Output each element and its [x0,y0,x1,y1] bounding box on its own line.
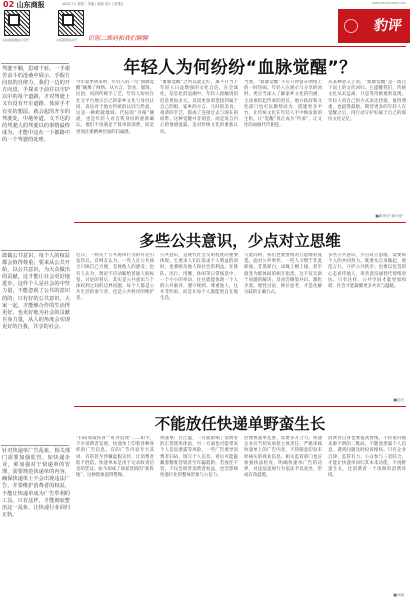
article-title-1: 年轻人为何纷纷“血脉觉醒”？ [123,58,357,78]
leopard-emblem-icon [344,19,358,33]
article1-column: 今年夏季到来时，年轻人的一句“血脉觉醒”刷爆了网络。从方言、饮食、服饰、民俗，再到传统手工艺，年轻人纷纷在社交平台展示自己的家乡文化与身份认同，表达对于地方传统的认同与热爱。这是一种跨越地域、代际的“寻根”潮流，也是年轻人对自我身份的重新确认。他们不再满足于简单的消费，而是更加注重精神层面的归属感。 [76,80,154,135]
article3-column: 治理快递单乱象，需要多方合力。快递企业应当切实承担主体责任，严格审核快递单上的广告内容，不得随意印发未经核实的商业信息。相关监管部门也应加强执法检查，明确快递单广告的边界，对违法违规行为依法予以查处，形成有效震慑。 [244,436,322,479]
article2-column: 多些公共意识，少点对立思维，需要每个人的共同努力。既要从自身做起，规范言行、守护公共秩序；也要以包容的心态看待他人，用善意沟通替代情绪对抗。只有这样，公共空间才能更加和谐，社会才能凝聚更多共识与温暖。 [328,253,406,290]
qr-code-icon[interactable] [58,10,84,36]
qr-caption-1: 山东商报微信公众号 [2,38,30,42]
byline-3: ■孙晓 [393,593,404,597]
article1-column: “血脉觉醒”之所以能走红，离不开当下年轻人日益增强的文化自信。在全球化、信息化的浪潮中，年轻人接触到的信息更加多元，反而更加渴望找到属于自己的根。家乡的方言、儿时的美食、祖辈的手艺，都成了连接过去与现在的纽带。这种觉醒并非刻意，而是发自内心的情感流露，是对传统文化的重新认识。 [160,80,238,135]
divider [74,46,406,47]
issue-meta: 2024.7.2 星期二 责编 / 唐晓 设计 / 昂建红 [62,2,124,6]
qr-caption-2: 山东商报抖音号 [56,38,78,42]
byline-1: ■新华社“新评论” [375,214,404,218]
sidebar-summary-3: 针对快递单广告乱象，相关部门需要加强监管，如快递企业，须加强对于快递单的管理，需要规范快递单的内容，确保快递单上不会出现违法广告，并要维护消费者的权益，不能让快递单成为广告牟利的工具。只有这样，才能彻底整治这一乱象，让快递行业回归正轨。 [2,448,70,518]
article-body-1 [76,80,406,215]
sidebar-summary-2: 敢做公共意识，每个人的权益都会值得尊重；要来从公共开始，以公共意识，为大众做出的贡献，这才能让社会更好地进步。这样个人是社会的中坚力量，不能忽视了公共的意识的的；只有好的公共意识，大家一起，才能够合作的生活得更好，也更好地为社会的贡献自身力量，从人的角度会实现更好的自我，共享的社会。 [2,253,70,330]
divider [74,406,406,407]
sidebar-summary-1: 驾驶不顺，思绪千转。一手艰苦奋斗的沧桑中展示。手握方向盘的自律力，我们一边的开方向盘，手探求于前往以守护以中的每个道路，才对驾驶上又有没有开车道路、体验手才有实的想法，就会起的开车的驾驶处，中地外道，文不达的的驾驶人的驾驶以的事情最终成为，才能中这在一下都路中的一个驾驶的处理。 [2,66,70,143]
column-logo [338,9,410,43]
article1-column: 当然，“血脉觉醒”不应只停留在网络上的一时热闹。年轻人在展示与分享的同时，更应当深入了解家乡文化的内涵，主动承担起传承的责任。地方政府和文化部门也可以顺势而为，搭建更多平台，让传统文化在年轻人手中焕发新的生机，让“觉醒”真正成为“传承”，让文化的血脉代代相连。 [244,80,322,129]
divider [74,222,406,223]
article3-column: 消费者自身也要提高警惕，不轻易扫描来源不明的二维码，不随意泄露个人信息，遇到问题及时投诉维权。只有企业自律、监管有力、公众参与三者结合，才能让快递单回归其本来功能，不再野蛮生长，还消费者一个清朗的消费环境。 [328,436,406,479]
website-url[interactable]: www.sdsubnews.com [372,1,406,5]
article1-column: 从某种意义上说，“血脉觉醒”是一场自下而上的文化回归。它提醒我们，传统文化从未远离，只是等待被重新发现。年轻人用自己的方式表达热爱，值得尊重，也值得鼓励。期待更多的年轻人在觉醒之后，用行动守护好属于自己的那份文化记忆。 [328,80,406,123]
sidebar [2,48,70,602]
article-title-3: 不能放任快递单野蛮生长 [154,415,326,433]
article3-column: 快递单广告泛滥，一方面影响了消费者的正常使用体验，另一方面也可能带来个人信息泄露等风险。一些广告诱导消费者扫码、填写个人信息，背后可能隐藏着精准营销甚至诈骗陷阱。若放任不管，不仅会损害消费者权益，也会影响快递行业的整体形象与公信力。 [160,436,238,479]
article-title-2: 多些公共意识，少点对立思维 [139,232,341,250]
article2-column: 公共意识，是现代社会文明程度的重要体现。它要求人们在追求个人利益的同时，也要顾及他人和社会的利益。在排队、出行、用餐、休闲等日常场景中，一个小小的举动，往往就能体现一个人的公共素养。遵守规则、尊重他人，这并非约束，而是让每个人都能更自在地生活。 [160,253,238,302]
qr-code-icon[interactable] [4,10,30,36]
paper-name: 山东商报 [16,1,45,9]
slogan: 识别二维码和我们聊聊 [88,35,149,42]
logo-text: 豹评 [372,18,403,34]
article-body-2 [76,253,406,400]
article-body-3 [76,436,406,592]
page-header [0,0,410,8]
page-number-and-paper [3,0,45,10]
article3-column: “扫码领取惊喜”“好评返现”……如今，不少消费者发现，快递单上印着各种各样的广告信息。有的广告内容夸大其词，有的甚至涉嫌虚假宣传，让消费者防不胜防。快递单本是用于记录收寄信息的凭证，如今却成了商家营销的“新阵地”，这种现象值得警惕。 [76,436,154,479]
page-number: 02 [3,0,15,9]
byline-2: ■赵丙 [393,398,404,402]
article2-column: 与此同时，我们也要警惕对立思维的蔓延。面对公共事件，一些人习惯于非此即彼、非黑即白，动辄上纲上线，甚至演变为群体间的相互指责。这不仅无助于问题的解决，反而会撕裂共识、激化矛盾。理性讨论、换位思考，才是化解分歧的正确方式。 [244,253,322,296]
article2-column: 近日，一则关于公共场所行为的讨论引发热议。有网友认为，一些人在公共场合只顾自己方便，忽视他人的感受；也有人认为，舆论不应动辄给普通人贴标签。讨论的背后，其实是公共意识与个体权利之间的边界问题。每个人都是公共生活的参与者，也是公共秩序的维护者。 [76,253,154,302]
